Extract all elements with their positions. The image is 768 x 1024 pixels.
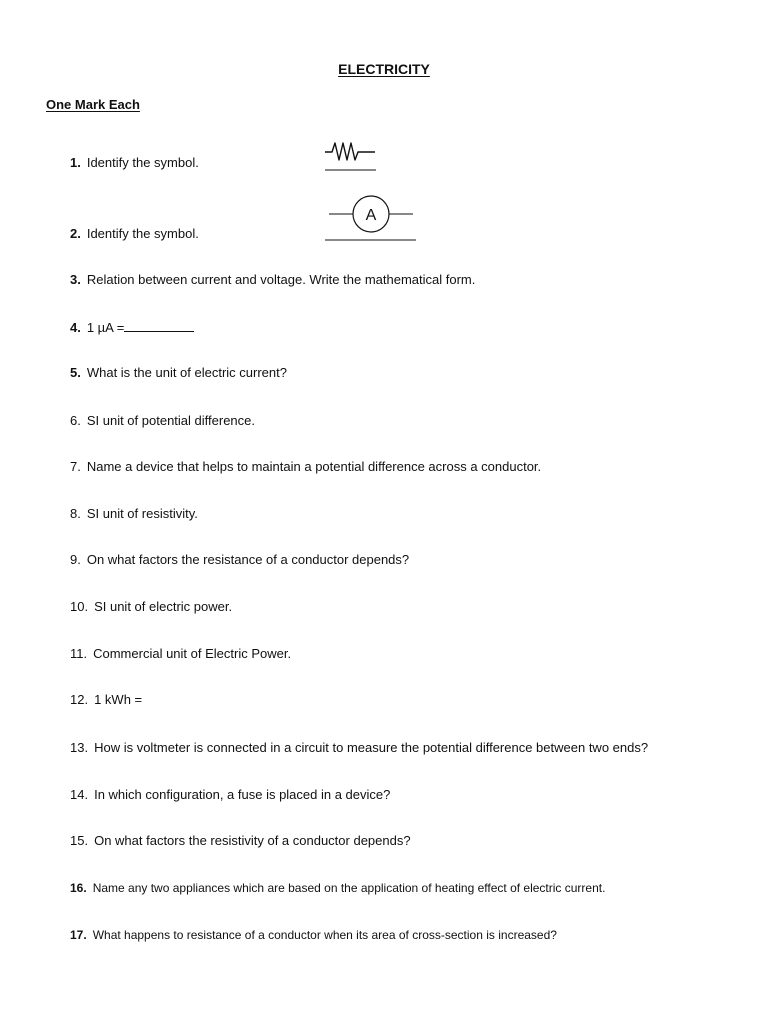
question-text: On what factors the resistance of a conductor depends?: [86, 552, 410, 567]
question-text: Relation between current and voltage. Write the mathematical form.: [86, 272, 476, 287]
question-text: 1 kWh =: [94, 692, 143, 707]
page-title: ELECTRICITY: [338, 61, 430, 77]
question-text: What happens to resistance of a conductor when its area of cross-section is increased?: [92, 928, 557, 942]
question-text: On what factors the resistivity of a conductor depends?: [94, 833, 411, 848]
question-number: 11.: [70, 646, 88, 661]
question-text: Identify the symbol.: [86, 155, 199, 170]
question-8: [70, 506, 198, 522]
answer-blank: [124, 319, 194, 332]
question-1: [70, 155, 199, 171]
question-number: 12.: [70, 692, 89, 707]
question-number: 8.: [70, 506, 81, 521]
question-text: Name any two appliances which are based on the application of heating effect of electric current.: [92, 881, 606, 895]
question-text: SI unit of resistivity.: [86, 506, 198, 521]
question-number: 9.: [70, 552, 81, 567]
question-2: [70, 226, 199, 242]
question-15: [70, 833, 411, 849]
question-number: 14.: [70, 787, 89, 802]
question-text: Identify the symbol.: [86, 226, 199, 241]
question-17: [70, 927, 557, 943]
ammeter-icon: [323, 192, 419, 244]
question-text: SI unit of electric power.: [94, 599, 233, 614]
question-text: SI unit of potential difference.: [86, 413, 255, 428]
question-number: 17.: [70, 928, 87, 942]
question-number: 10.: [70, 599, 89, 614]
question-6: [70, 413, 255, 429]
question-16: [70, 880, 605, 896]
question-number: 2.: [70, 226, 81, 241]
question-number: 15.: [70, 833, 89, 848]
question-text: What is the unit of electric current?: [86, 365, 287, 380]
resistor-icon: [323, 138, 379, 174]
question-5: [70, 365, 287, 381]
question-3: [70, 272, 475, 288]
question-10: [70, 599, 232, 615]
question-number: 1.: [70, 155, 81, 170]
question-4: [70, 319, 194, 336]
question-text: Name a device that helps to maintain a potential difference across a conductor.: [86, 459, 542, 474]
question-number: 5.: [70, 365, 81, 380]
question-number: 4.: [70, 320, 81, 335]
section-heading: One Mark Each: [46, 97, 140, 112]
question-12: [70, 692, 142, 708]
question-9: [70, 552, 409, 568]
question-number: 7.: [70, 459, 81, 474]
question-number: 3.: [70, 272, 81, 287]
question-text: 1 µA =: [86, 320, 125, 335]
question-text: How is voltmeter is connected in a circuit to measure the potential difference between two ends?: [94, 740, 649, 755]
question-14: [70, 787, 390, 803]
question-11: [70, 646, 291, 662]
question-number: 16.: [70, 881, 87, 895]
question-13: [70, 740, 648, 756]
question-text: In which configuration, a fuse is placed in a device?: [94, 787, 391, 802]
question-7: [70, 459, 541, 475]
question-number: 6.: [70, 413, 81, 428]
question-text: Commercial unit of Electric Power.: [93, 646, 292, 661]
ammeter-letter: A: [365, 207, 377, 224]
question-number: 13.: [70, 740, 89, 755]
